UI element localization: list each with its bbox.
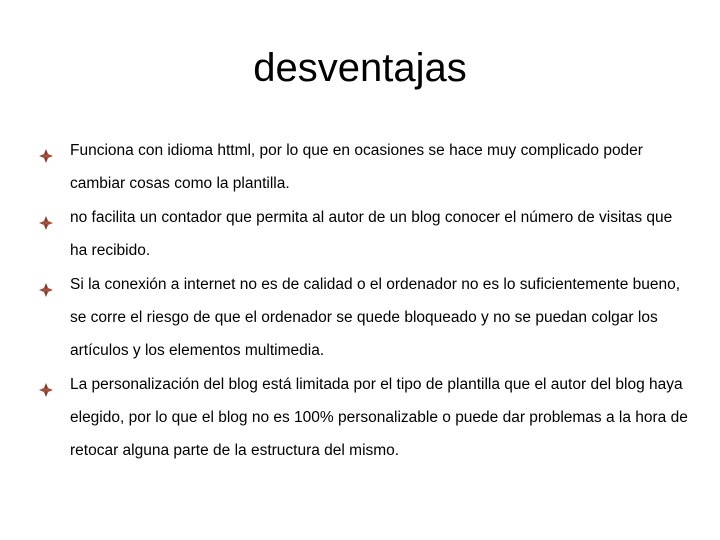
list-item (38, 368, 688, 467)
bullet-text: Si la conexión a internet no es de calidad o el ordenador no es lo suficientemente bueno, se corre el riesgo de que el ordenador se quede bloqueado y no se puedan colgar los artículos y los elementos multimedia. (70, 276, 681, 359)
list-item (38, 134, 688, 200)
bullet-text: no facilita un contador que permita al autor de un blog conocer el número de visitas que ha recibido. (70, 209, 673, 259)
diamond-bullet-icon (38, 377, 54, 393)
list-item (38, 268, 688, 367)
bullet-text: La personalización del blog está limitada por el tipo de plantilla que el autor del blog haya elegido, por lo que el blog no es 100% personalizable o puede dar problemas a la hora de retocar alguna parte de la estructura del mismo. (70, 376, 688, 459)
bullet-text: Funciona con idioma httml, por lo que en ocasiones se hace muy complicado poder cambiar cosas como la plantilla. (70, 142, 643, 192)
slide-title: desventajas (253, 46, 467, 90)
diamond-bullet-icon (38, 143, 54, 159)
bullet-list (38, 134, 688, 468)
diamond-bullet-icon (38, 277, 54, 293)
list-item (38, 201, 688, 267)
diamond-bullet-icon (38, 210, 54, 226)
